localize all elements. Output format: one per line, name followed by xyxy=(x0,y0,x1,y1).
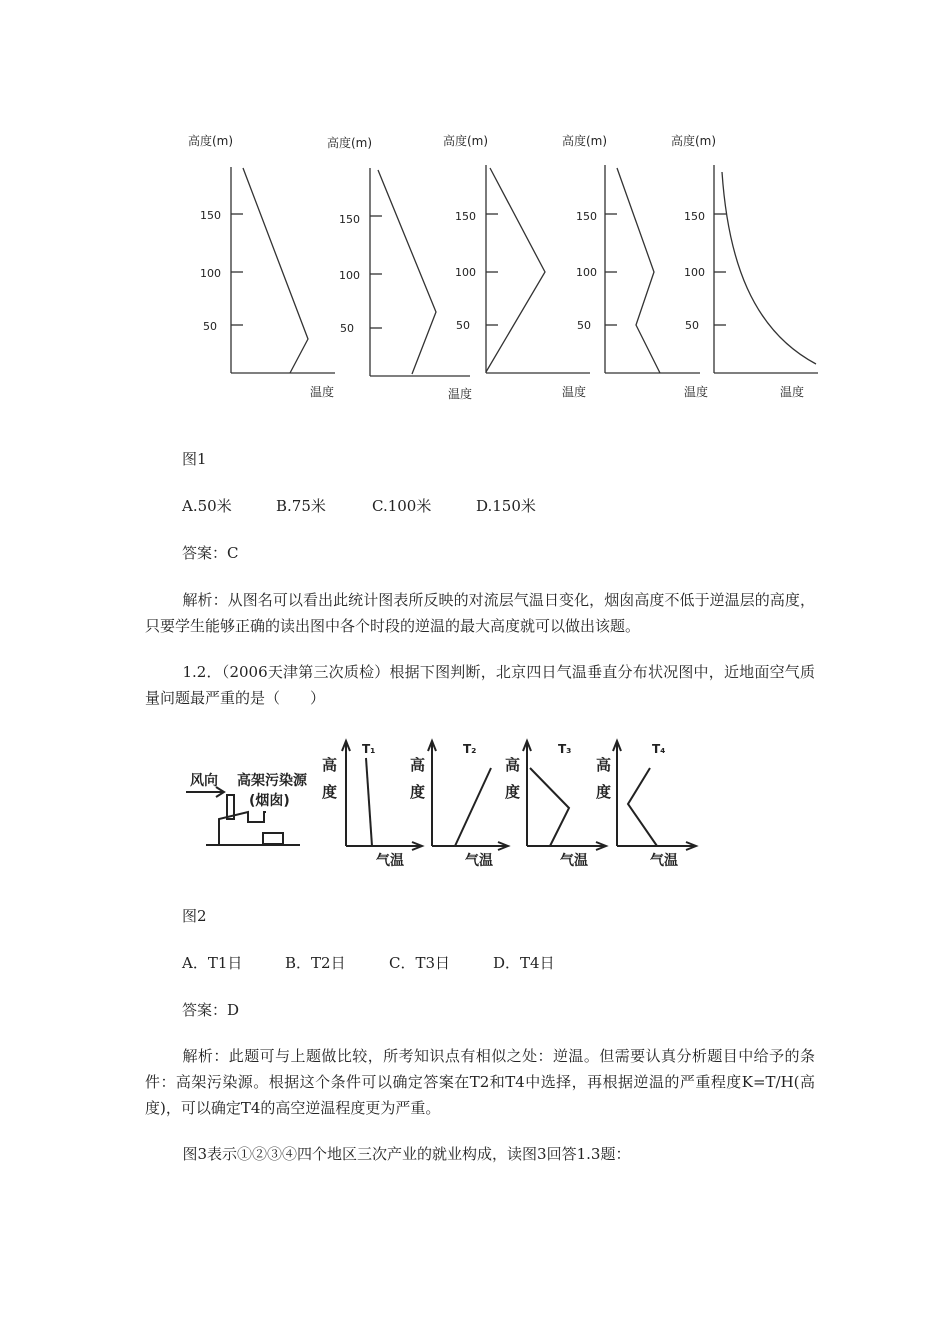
svg-text:高: 高 xyxy=(410,756,426,774)
svg-text:50: 50 xyxy=(577,319,591,332)
q2-answer: 答案：D xyxy=(182,1001,240,1019)
svg-text:高度(m): 高度(m) xyxy=(443,134,489,148)
svg-text:高度(m): 高度(m) xyxy=(562,134,608,148)
svg-text:气温: 气温 xyxy=(650,853,678,869)
fig1-p2-curve xyxy=(378,170,436,374)
svg-text:高度(m): 高度(m) xyxy=(671,134,717,148)
svg-text:T₃: T₃ xyxy=(558,742,572,756)
q1-option-c: C.100米 xyxy=(372,497,432,515)
svg-text:高: 高 xyxy=(505,756,521,774)
fig1-p3-curve xyxy=(486,168,545,372)
factory xyxy=(219,812,266,844)
fig2-t4-curve xyxy=(628,768,657,846)
q2-option-d: D．T4日 xyxy=(493,954,555,972)
q1-option-a: A.50米 xyxy=(182,497,232,515)
fig2-t1-curve xyxy=(366,758,372,846)
svg-text:150: 150 xyxy=(455,210,476,223)
q1-answer: 答案：C xyxy=(182,544,239,562)
svg-text:150: 150 xyxy=(200,209,221,222)
svg-text:150: 150 xyxy=(339,213,360,226)
svg-text:高: 高 xyxy=(596,756,612,774)
svg-text:度: 度 xyxy=(410,783,426,801)
figure-1 xyxy=(0,120,950,410)
figure-2-caption: 图2 xyxy=(182,907,207,925)
svg-text:50: 50 xyxy=(340,322,354,335)
figure-2 xyxy=(0,730,950,870)
q2-option-c: C．T3日 xyxy=(389,954,451,972)
svg-text:温度: 温度 xyxy=(684,385,709,399)
svg-text:温度: 温度 xyxy=(780,385,805,399)
svg-text:度: 度 xyxy=(322,783,338,801)
fig1-p4-curve xyxy=(617,168,660,373)
fig1-p1-curve xyxy=(243,168,308,373)
svg-text:气温: 气温 xyxy=(465,853,493,869)
svg-text:T₁: T₁ xyxy=(362,742,376,756)
figure-3-intro: 图3表示①②③④四个地区三次产业的就业构成，读图3回答1.3题： xyxy=(182,1145,631,1163)
svg-text:50: 50 xyxy=(685,319,699,332)
svg-text:100: 100 xyxy=(339,269,360,282)
svg-text:高度(m): 高度(m) xyxy=(327,136,373,150)
svg-text:T₂: T₂ xyxy=(463,742,477,756)
svg-text:150: 150 xyxy=(684,210,705,223)
svg-text:100: 100 xyxy=(576,266,597,279)
svg-text:T₄: T₄ xyxy=(652,742,666,756)
svg-text:气温: 气温 xyxy=(560,853,588,869)
svg-text:度: 度 xyxy=(505,783,521,801)
q1-analysis: 解析：从图名可以看出此统计图表所反映的对流层气温日变化，烟囱高度不低于逆温层的高度，只要学生能够正确的读出图中各个时段的逆温的最大高度就可以做出该题。 xyxy=(145,591,815,635)
svg-text:150: 150 xyxy=(576,210,597,223)
svg-text:100: 100 xyxy=(684,266,705,279)
svg-text:温度: 温度 xyxy=(448,387,473,401)
q2-analysis: 解析：此题可与上题做比较，所考知识点有相似之处：逆温。但需要认真分析题目中给予的条件：高架污染源。根据这个条件可以确定答案在T2和T4中选择，再根据逆温的严重程度K=T/H(高度)，可以确定T4的高空逆温程度更为严重。 xyxy=(145,1047,815,1117)
svg-text:温度: 温度 xyxy=(562,385,587,399)
q1-option-b: B.75米 xyxy=(276,497,326,515)
svg-text:度: 度 xyxy=(596,783,612,801)
fig2-t2-curve xyxy=(455,768,491,846)
q2-question: 1.2．（2006天津第三次质检）根据下图判断，北京四日气温垂直分布状况图中，近地面空气质量问题最严重的是（ ） xyxy=(145,663,815,707)
q1-option-d: D.150米 xyxy=(476,497,536,515)
q2-option-b: B．T2日 xyxy=(285,954,346,972)
fig2-t3-curve xyxy=(530,768,569,846)
fig1-p1-ylabel: 高度(m) xyxy=(188,134,234,148)
svg-text:高: 高 xyxy=(322,756,338,774)
figure-1-caption: 图1 xyxy=(182,450,207,468)
svg-text:气温: 气温 xyxy=(376,853,404,869)
svg-text:100: 100 xyxy=(455,266,476,279)
svg-text:(烟囱): (烟囱) xyxy=(249,793,290,809)
fig1-p5-curve xyxy=(722,172,816,364)
fig1-p1-xlabel: 温度 xyxy=(310,385,335,399)
svg-text:100: 100 xyxy=(200,267,221,280)
fig2-wind-label: 风向 xyxy=(190,773,218,789)
svg-text:50: 50 xyxy=(456,319,470,332)
q2-option-a: A．T1日 xyxy=(182,954,243,972)
svg-text:50: 50 xyxy=(203,320,217,333)
fig2-source-label: 高架污染源 xyxy=(237,773,307,789)
